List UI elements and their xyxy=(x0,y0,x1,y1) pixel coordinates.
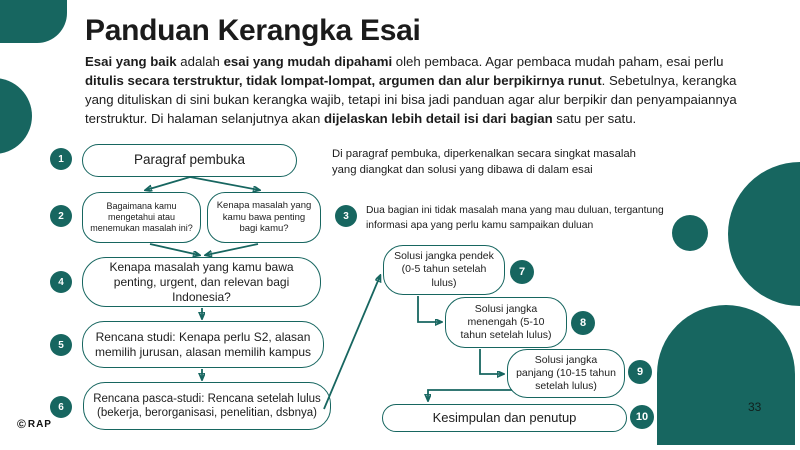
step-badge-10: 10 xyxy=(630,405,654,429)
flow-box-rencana-pasca-studi: Rencana pasca-studi: Rencana setelah lulus (bekerja, berorganisasi, penelitian, dsbnya) xyxy=(83,382,331,430)
flow-box-solusi-panjang: Solusi jangka panjang (10-15 tahun setelah lulus) xyxy=(507,349,625,398)
step-badge-1: 1 xyxy=(50,148,72,170)
step-badge-6: 6 xyxy=(50,396,72,418)
step-badge-2: 2 xyxy=(50,205,72,227)
step-badge-8: 8 xyxy=(571,311,595,335)
logo-text: RAP xyxy=(27,418,52,430)
annotation-opening-note: Di paragraf pembuka, diperkenalkan secara singkat masalah yang diangkat dan solusi yang dibawa di dalam esai xyxy=(332,148,636,176)
step-badge-4: 4 xyxy=(50,271,72,293)
intro-paragraph: Esai yang baik adalah esai yang mudah dipahami oleh pembaca. Agar pembaca mudah paham, esai perlu ditulis secara terstruktur, tidak lompat-lompat, argumen dan alur berpikirnya runut. Sebetulnya, kerangka yang dituliskan di sini bukan kerangka wajib, tetapi ini bisa jadi panduan agar alur berpikir dan penyampaiannya terstruktur. Di halaman selanjutnya akan dijelaskan lebih detail isi dari bagian satu per satu. xyxy=(85,54,737,126)
small-circle-shape xyxy=(672,215,708,251)
step-badge-9: 9 xyxy=(628,360,652,384)
corner-shape-top-left xyxy=(0,0,67,43)
rap-logo xyxy=(17,417,52,431)
flow-box-bagaimana-masalah: Bagaimana kamu mengetahui atau menemukan masalah ini? xyxy=(82,192,201,243)
page-number: 33 xyxy=(748,400,762,414)
flow-box-solusi-menengah: Solusi jangka menengah (5-10 tahun setelah lulus) xyxy=(445,297,567,348)
step-badge-5: 5 xyxy=(50,334,72,356)
annotation-order-note: Dua bagian ini tidak masalah mana yang mau duluan, tergantung informasi apa yang perlu kamu sampaikan duluan xyxy=(366,205,664,231)
flow-box-kesimpulan: Kesimpulan dan penutup xyxy=(382,404,627,432)
step-badge-3: 3 xyxy=(335,205,357,227)
flow-box-paragraf-pembuka: Paragraf pembuka xyxy=(82,144,297,177)
big-circle-shape xyxy=(728,162,800,306)
flow-box-rencana-studi: Rencana studi: Kenapa perlu S2, alasan memilih jurusan, alasan memilih kampus xyxy=(82,321,324,368)
copyright-icon: © xyxy=(17,417,26,431)
flow-box-relevan-indonesia: Kenapa masalah yang kamu bawa penting, urgent, dan relevan bagi Indonesia? xyxy=(82,257,321,307)
left-edge-circle-shape xyxy=(0,78,32,154)
flow-box-penting-bagi-kamu: Kenapa masalah yang kamu bawa penting bagi kamu? xyxy=(207,192,321,243)
arch-shape-bottom-right xyxy=(657,305,795,445)
step-badge-7: 7 xyxy=(510,260,534,284)
page-title: Panduan Kerangka Esai xyxy=(85,14,421,47)
flow-box-solusi-pendek: Solusi jangka pendek (0-5 tahun setelah lulus) xyxy=(383,245,505,295)
